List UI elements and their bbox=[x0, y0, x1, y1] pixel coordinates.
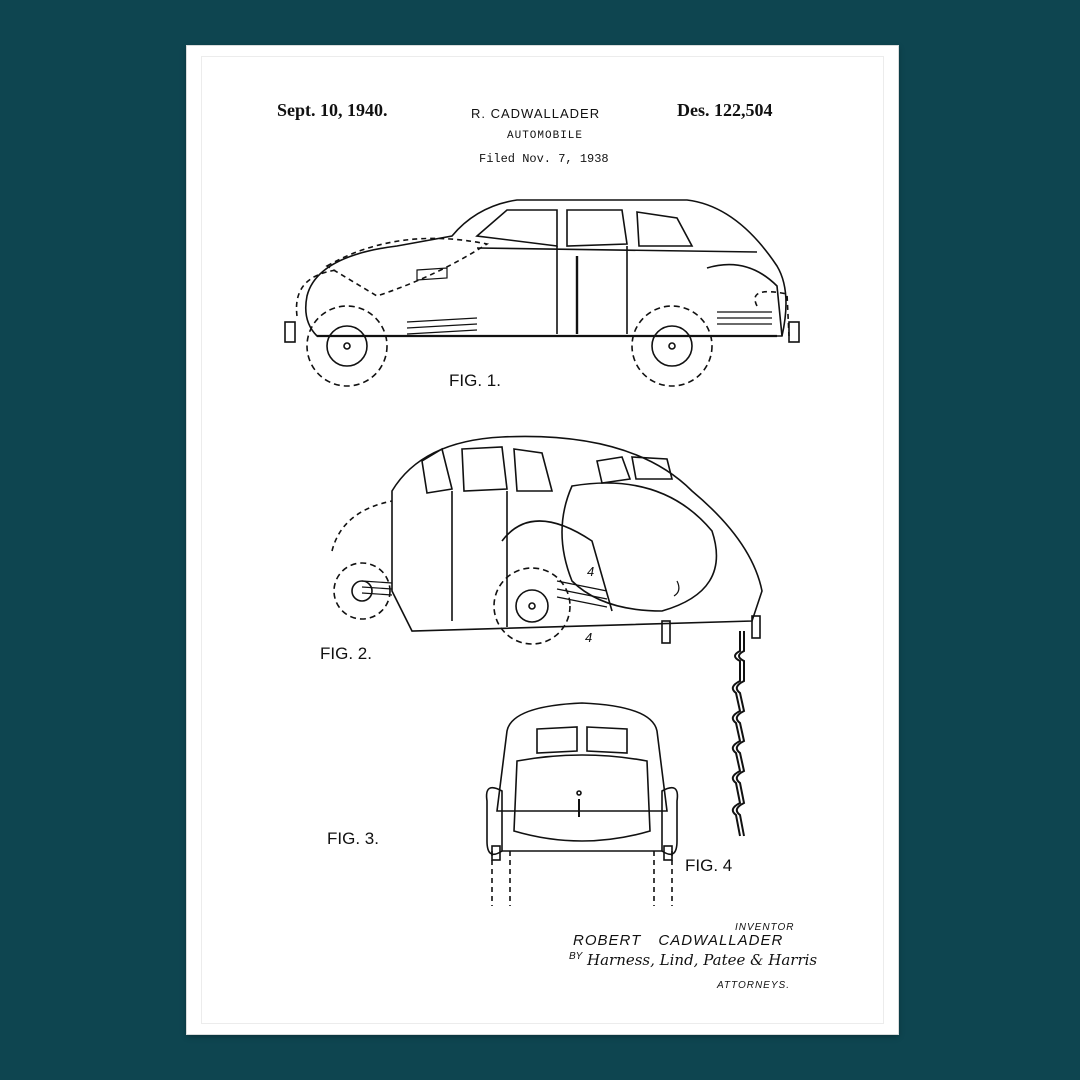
fig4-drawing bbox=[722, 631, 752, 836]
callout-a: 4 bbox=[587, 564, 595, 579]
callout-b: 4 bbox=[585, 630, 593, 645]
inventor-heading: R. CADWALLADER bbox=[471, 106, 601, 121]
fig3-label: FIG. 3. bbox=[327, 829, 379, 848]
fig4-label: FIG. 4 bbox=[685, 856, 733, 875]
inventor-signature: ROBERT CADWALLADER bbox=[573, 932, 784, 949]
attorneys-caption: ATTORNEYS. bbox=[717, 980, 790, 991]
fig2-label: FIG. 2. bbox=[320, 644, 372, 663]
patent-subject: AUTOMOBILE bbox=[507, 130, 584, 142]
attorneys-signature: Harness, Lind, Patee & Harris bbox=[587, 951, 818, 969]
fig2-drawing bbox=[332, 431, 782, 661]
patent-date: Sept. 10, 1940. bbox=[277, 100, 388, 120]
patent-poster bbox=[187, 46, 898, 1034]
inventor-caption: INVENTOR bbox=[735, 922, 795, 933]
by-label: BY bbox=[569, 951, 583, 962]
fig1-drawing bbox=[277, 186, 807, 396]
fig3-drawing bbox=[482, 701, 682, 911]
fig1-label: FIG. 1. bbox=[449, 371, 501, 390]
patent-number: Des. 122,504 bbox=[677, 100, 773, 120]
filing-date: Filed Nov. 7, 1938 bbox=[479, 152, 609, 166]
